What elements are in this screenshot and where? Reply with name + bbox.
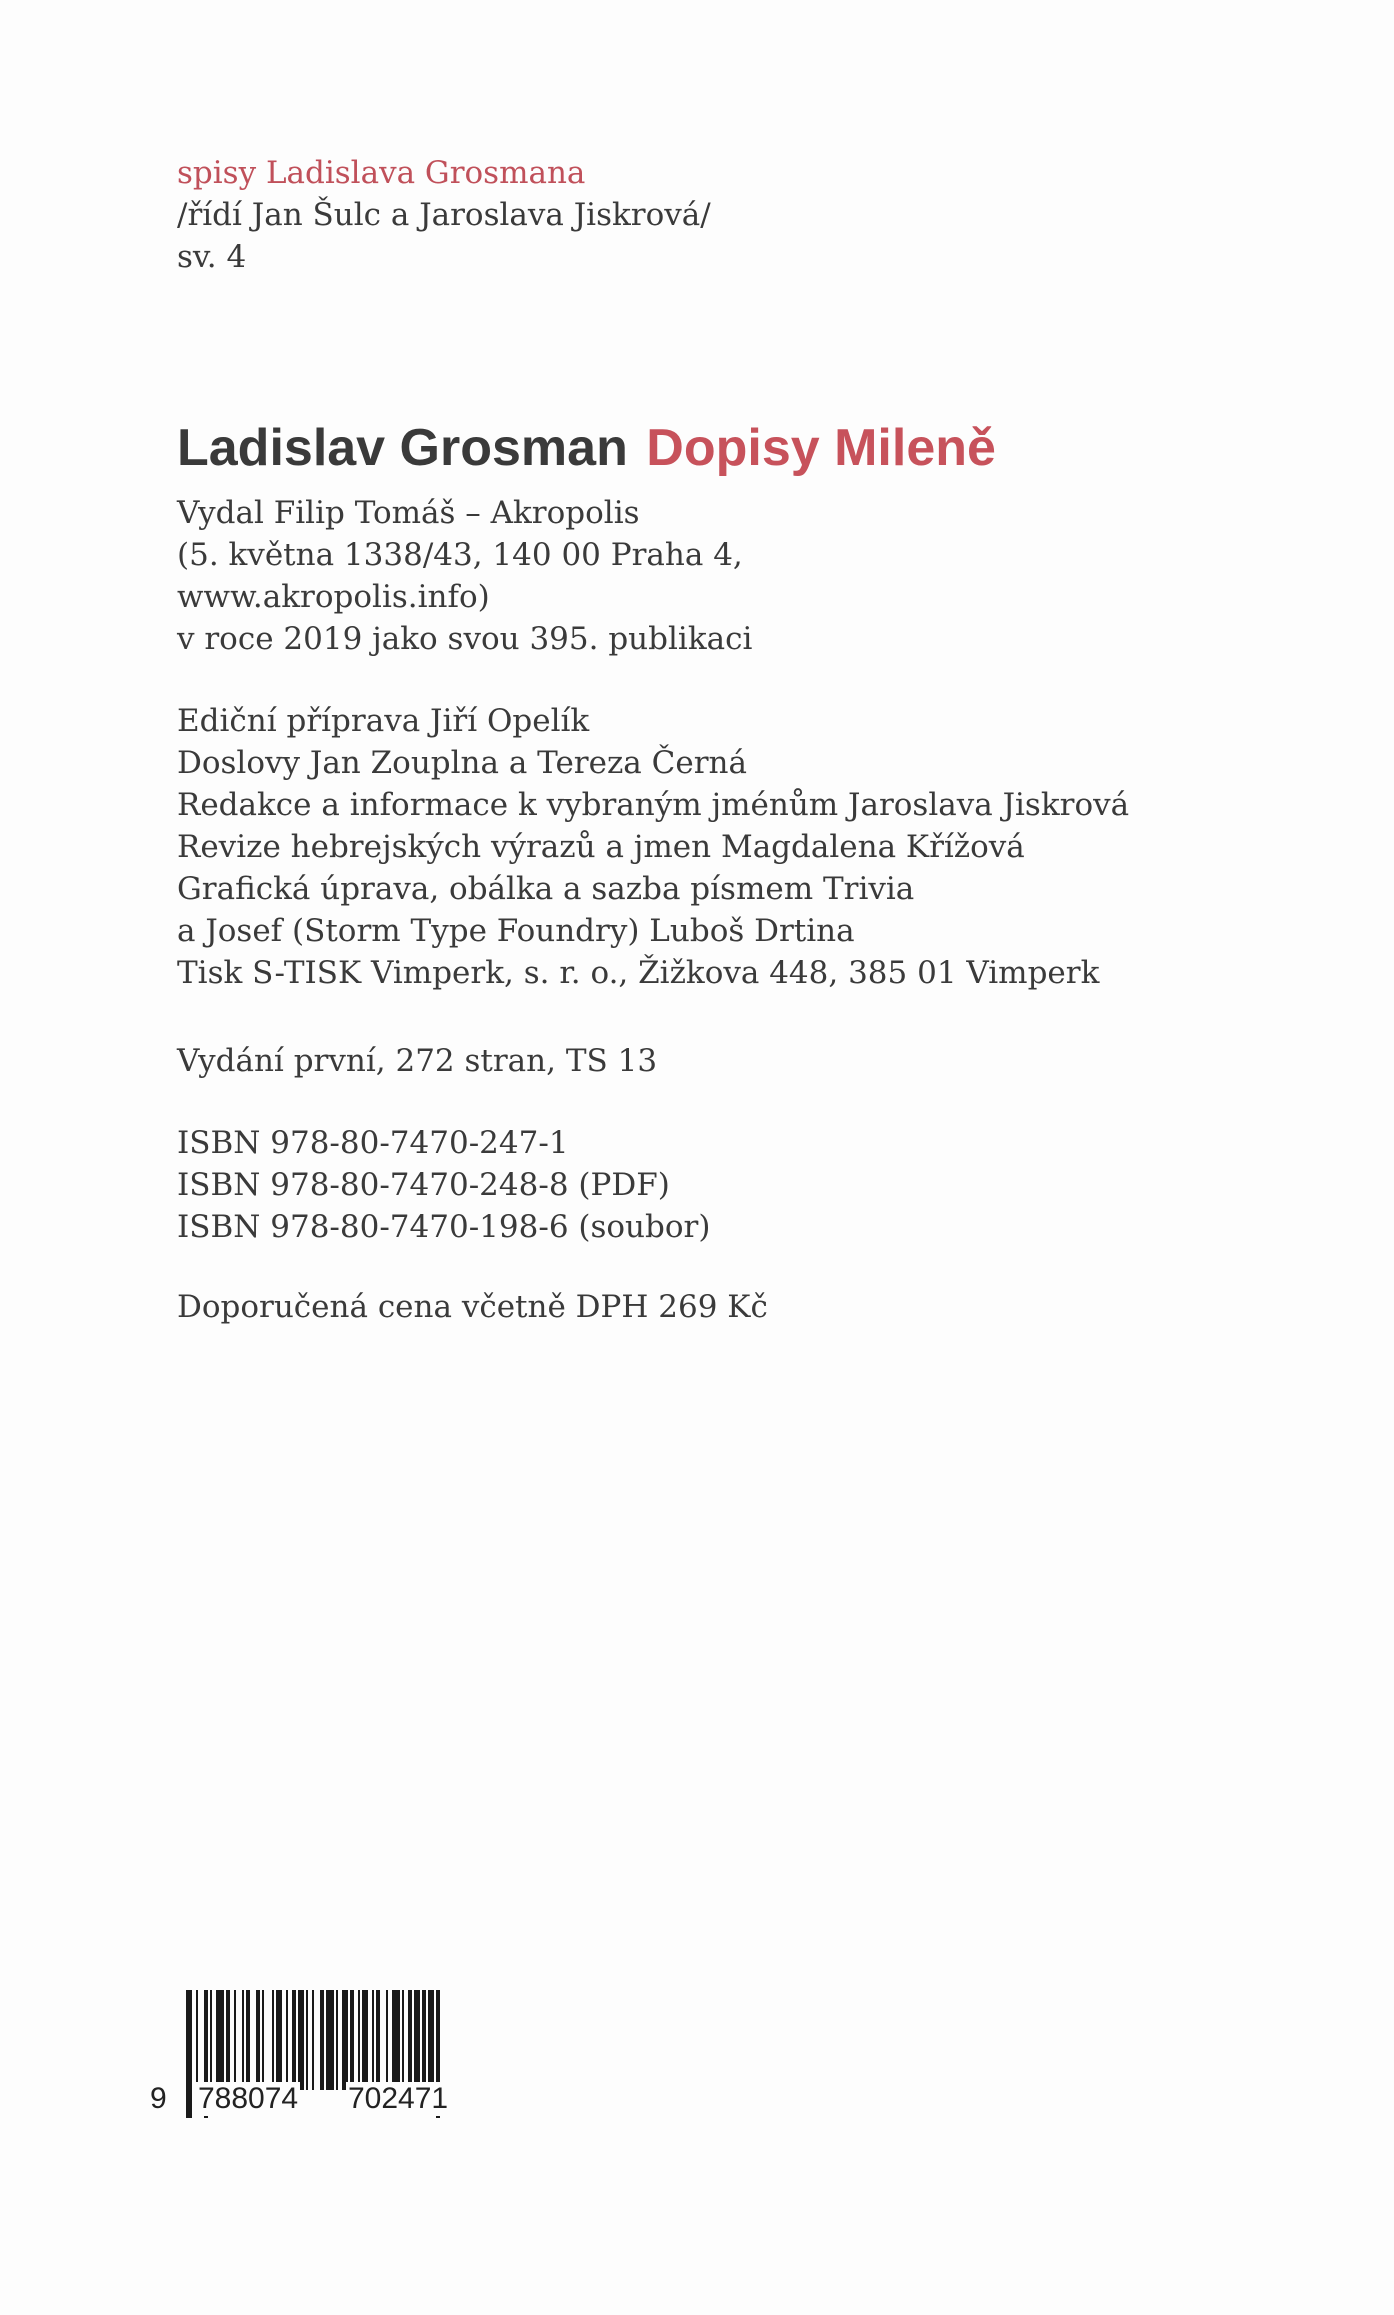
barcode-bar — [286, 1990, 288, 2090]
credit-line: Grafická úprava, obálka a sazba písmem Trivia — [177, 871, 915, 907]
price-info — [177, 1286, 768, 1328]
barcode-bar — [234, 1990, 236, 2090]
barcode-bar — [186, 1990, 192, 2118]
credit-line: Ediční příprava Jiří Opelík — [177, 703, 590, 739]
barcode-bar — [428, 1990, 434, 2090]
barcode-bar — [196, 1990, 198, 2090]
isbn-list — [177, 1122, 710, 1248]
barcode-left-digits: 788074 — [198, 2082, 299, 2115]
barcode-bar — [262, 1990, 264, 2090]
edition-line: Vydání první, 272 stran, TS 13 — [177, 1043, 658, 1079]
barcode-bar — [298, 1990, 304, 2090]
barcode-bar — [402, 1990, 404, 2090]
barcode-bar — [226, 1990, 230, 2090]
barcode-bar — [306, 1990, 308, 2090]
barcode-bar — [312, 1990, 314, 2090]
barcode-bar — [210, 1990, 212, 2090]
barcode-bar — [358, 1990, 360, 2090]
barcode-bar — [320, 1990, 324, 2090]
publisher-address: (5. května 1338/43, 140 00 Praha 4, — [177, 537, 743, 573]
series-editors: /řídí Jan Šulc a Jaroslava Jiskrová/ — [177, 197, 711, 233]
barcode-bar — [422, 1990, 426, 2090]
credit-line: Doslovy Jan Zouplna a Tereza Černá — [177, 745, 747, 781]
publication-year: v roce 2019 jako svou 395. publikaci — [177, 621, 753, 657]
barcode-first-digit: 9 — [150, 2082, 167, 2115]
credits — [177, 700, 1129, 994]
credit-line: Redakce a informace k vybraným jménům Jaroslava Jiskrová — [177, 787, 1130, 823]
barcode-bar — [376, 1990, 380, 2090]
barcode-bar — [408, 1990, 412, 2090]
barcode-bar — [246, 1990, 250, 2090]
isbn-line: ISBN 978-80-7470-198-6 (soubor) — [177, 1209, 711, 1245]
barcode-bar — [242, 1990, 244, 2090]
barcode-bar — [342, 1990, 348, 2090]
barcode-bar — [386, 1990, 388, 2090]
barcode-right-digits: 702471 — [348, 2082, 449, 2115]
publisher-info — [177, 492, 752, 660]
barcode-bar — [276, 1990, 282, 2090]
barcode-bar — [372, 1990, 374, 2090]
credit-line: Tisk S-TISK Vimperk, s. r. o., Žižkova 448, 385 01 Vimperk — [177, 955, 1100, 991]
barcode-bar — [272, 1990, 274, 2090]
barcode — [148, 1990, 508, 2120]
series-volume: sv. 4 — [177, 239, 247, 275]
barcode-bar — [350, 1990, 354, 2090]
barcode-bar — [392, 1990, 400, 2090]
barcode-bar — [336, 1990, 338, 2090]
barcode-bar — [326, 1990, 334, 2090]
credit-line: Revize hebrejských výrazů a jmen Magdalena Křížová — [177, 829, 1025, 865]
series-info — [177, 152, 711, 278]
edition-info — [177, 1040, 657, 1082]
barcode-bar — [216, 1990, 224, 2090]
book-name: Dopisy Mileně — [646, 419, 996, 477]
isbn-line: ISBN 978-80-7470-248-8 (PDF) — [177, 1167, 670, 1203]
publisher-line: Vydal Filip Tomáš – Akropolis — [177, 495, 640, 531]
barcode-bar — [256, 1990, 260, 2090]
series-name: spisy Ladislava Grosmana — [177, 155, 586, 191]
author-name: Ladislav Grosman — [177, 419, 628, 477]
barcode-bar — [362, 1990, 368, 2090]
barcode-bar — [292, 1990, 296, 2090]
book-title — [177, 418, 996, 478]
barcode-bar — [414, 1990, 420, 2090]
credit-line: a Josef (Storm Type Foundry) Luboš Drtina — [177, 913, 855, 949]
isbn-line: ISBN 978-80-7470-247-1 — [177, 1125, 569, 1161]
publisher-website: www.akropolis.info) — [177, 579, 490, 615]
price-line: Doporučená cena včetně DPH 269 Kč — [177, 1289, 768, 1325]
